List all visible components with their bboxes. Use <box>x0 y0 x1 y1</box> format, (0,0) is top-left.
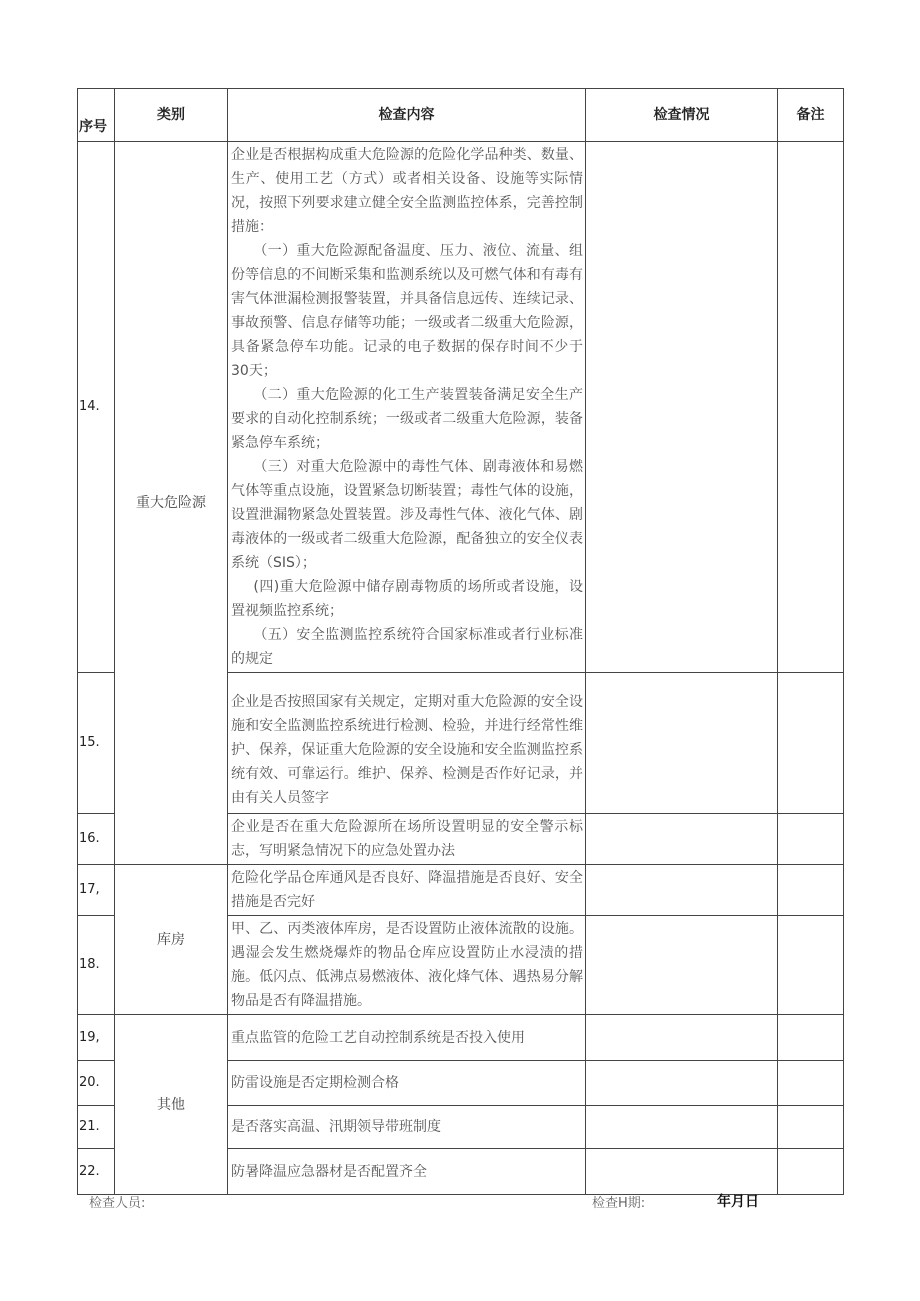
check-content-15: 企业是否按照国家有关规定，定期对重大危险源的安全设施和安全监测监控系统进行检测、检验，并进行经常性维护、保养，保证重大危险源的安全设施和安全监测监控系统有效、可靠运行。维护、保养、检测是否作好记录，并由有关人员签字 <box>228 673 586 814</box>
row-number: 18. <box>78 916 115 1015</box>
content-paragraph: （五）安全监测监控系统符合国家标准或者行业标准的规定 <box>231 627 583 667</box>
remark-cell[interactable] <box>778 916 844 1015</box>
category-warehouse: 库房 <box>115 865 228 1015</box>
row-number: 19, <box>78 1015 115 1061</box>
content-paragraph: （二）重大危险源的化工生产装置装备满足安全生产要求的自动化控制系统；一级或者二级重大危险源，装备紧急停车系统； <box>231 387 583 451</box>
row-number: 14. <box>78 142 115 673</box>
remark-cell[interactable] <box>778 142 844 673</box>
header-remark: 备注 <box>778 89 844 142</box>
remark-cell[interactable] <box>778 1015 844 1061</box>
remark-cell[interactable] <box>778 673 844 814</box>
table-row-19 <box>78 1015 844 1061</box>
category-other: 其他 <box>115 1015 228 1195</box>
remark-cell[interactable] <box>778 865 844 916</box>
check-content-21: 是否落实高温、汛期领导带班制度 <box>228 1106 586 1149</box>
content-paragraph: (四)重大危险源中储存剧毒物质的场所或者设施，设置视频监控系统； <box>231 579 583 619</box>
row-number: 22. <box>78 1149 115 1195</box>
check-content-20: 防雷设施是否定期检测合格 <box>228 1061 586 1106</box>
inspection-table <box>77 88 844 1195</box>
status-cell[interactable] <box>586 1015 778 1061</box>
category-major-hazard: 重大危险源 <box>115 142 228 865</box>
row-number: 20. <box>78 1061 115 1106</box>
check-content-17: 危险化学品仓库通风是否良好、降温措施是否良好、安全措施是否完好 <box>228 865 586 916</box>
header-row <box>78 89 844 142</box>
status-cell[interactable] <box>586 1061 778 1106</box>
header-content: 检查内容 <box>228 89 586 142</box>
remark-cell[interactable] <box>778 1149 844 1195</box>
check-content-22: 防暑降温应急器材是否配置齐全 <box>228 1149 586 1195</box>
check-content-19: 重点监管的危险工艺自动控制系统是否投入使用 <box>228 1015 586 1061</box>
header-category: 类别 <box>115 89 228 142</box>
check-content-16: 企业是否在重大危险源所在场所设置明显的安全警示标志，写明紧急情况下的应急处置办法 <box>228 814 586 865</box>
header-status: 检查情况 <box>586 89 778 142</box>
row-number: 21. <box>78 1106 115 1149</box>
row-number: 16. <box>78 814 115 865</box>
status-cell[interactable] <box>586 142 778 673</box>
content-paragraph: 企业是否根据构成重大危险源的危险化学品种类、数量、生产、使用工艺（方式）或者相关设备、设施等实际情况，按照下列要求建立健全安全监测监控体系，完善控制措施： <box>231 147 583 235</box>
status-cell[interactable] <box>586 865 778 916</box>
header-no: 序号 <box>78 89 115 142</box>
remark-cell[interactable] <box>778 1061 844 1106</box>
date-suffix: 年月日 <box>717 1194 759 1210</box>
row-number: 15. <box>78 673 115 814</box>
check-content-14 <box>228 142 586 673</box>
content-paragraph: （三）对重大危险源中的毒性气体、剧毒液体和易燃气体等重点设施，设置紧急切断装置；毒性气体的设施，设置泄漏物紧急处置装置。涉及毒性气体、液化气体、剧毒液体的一级或者二级重大危险源，配备独立的安全仪表系统（SIS）； <box>231 459 583 571</box>
status-cell[interactable] <box>586 673 778 814</box>
content-paragraph: （一）重大危险源配备温度、压力、液位、流量、组份等信息的不间断采集和监测系统以及可燃气体和有毒有害气体泄漏检测报警装置，并具备信息远传、连续记录、事故预警、信息存储等功能；一级或者二级重大危险源，具备紧急停车功能。记录的电子数据的保存时间不少于30天； <box>231 243 583 379</box>
status-cell[interactable] <box>586 1106 778 1149</box>
remark-cell[interactable] <box>778 1106 844 1149</box>
status-cell[interactable] <box>586 814 778 865</box>
inspector-label: 检查人员: <box>89 1196 146 1211</box>
inspection-date-label: 检查H期: <box>592 1196 646 1211</box>
status-cell[interactable] <box>586 1149 778 1195</box>
row-number: 17, <box>78 865 115 916</box>
table-row-14 <box>78 142 844 673</box>
status-cell[interactable] <box>586 916 778 1015</box>
check-content-18: 甲、乙、丙类液体库房，是否设置防止液体流散的设施。遇湿会发生燃烧爆炸的物品仓库应设置防止水浸渍的措施。低闪点、低沸点易燃液体、液化烽气体、遇热易分解物品是否有降温措施。 <box>228 916 586 1015</box>
remark-cell[interactable] <box>778 814 844 865</box>
table-row-17 <box>78 865 844 916</box>
